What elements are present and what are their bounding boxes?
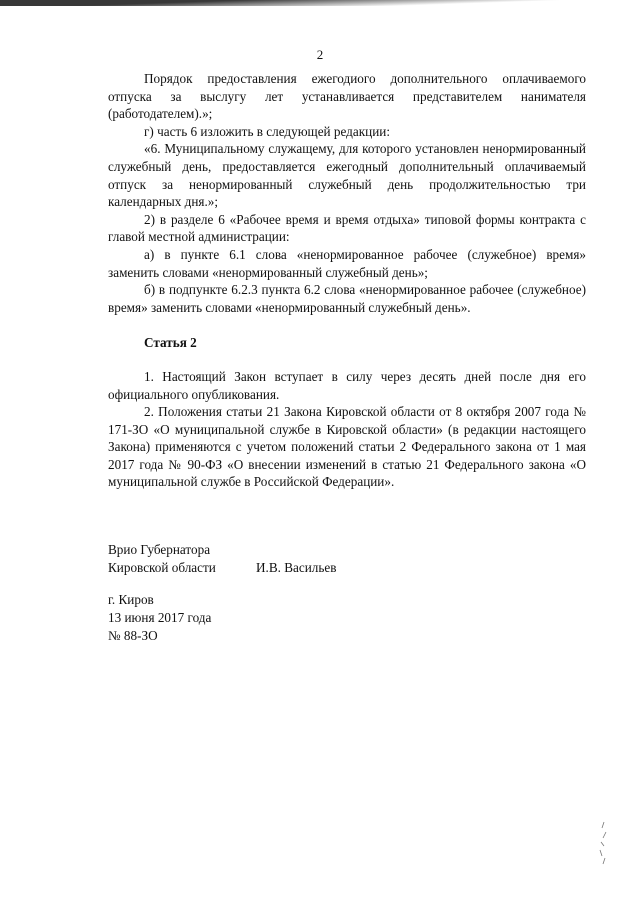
place-date-block [108, 591, 211, 645]
signature-block [108, 541, 468, 577]
city: г. Киров [108, 592, 154, 607]
signature-title-line2: Кировской области [108, 560, 216, 575]
paragraph: г) часть 6 изложить в следующей редакции: [144, 123, 390, 139]
article-heading: Статья 2 [144, 335, 197, 351]
scan-mark-icon [592, 820, 612, 870]
paragraph: Порядок предоставления ежегодиого дополнительного оплачиваемого отпуска за выслугу лет устанавливается представителем нанимателя (работодателем).»; [108, 71, 586, 122]
paragraph: 1. Настоящий Закон вступает в силу через десять дней после дня его официального опубликования. [108, 368, 586, 402]
paragraph: а) в пункте 6.1 слова «ненормированное рабочее (служебное) время» заменить словами «ненормированный служебный день»; [108, 246, 586, 280]
paragraph: «6. Муниципальному служащему, для которого установлен ненормированный служебный день, предоставляется ежегодный дополнительный оплачиваемый отпуск за ненормированный служебный день продолжительностью три календарных дня.»; [108, 141, 586, 210]
signatory-name: И.В. Васильев [256, 560, 337, 575]
paragraph: б) в подпункте 6.2.3 пункта 6.2 слова «ненормированное рабочее (служебное) время» заменить словами «ненормированный служебный день». [108, 282, 586, 315]
document-body [108, 70, 586, 491]
date: 13 июня 2017 года [108, 610, 212, 625]
paragraph: 2. Положения статьи 21 Закона Кировской области от 8 октября 2007 года № 171-ЗО «О муниципальной службе в Кировской области» (в редакции настоящего Закона) применяются с учетом положений статьи 2 Федерального закона от 1 мая 2017 года № 90-ФЗ «О внесении изменений в статью 21 Федерального закона «О муниципальной службе в Российской Федерации». [108, 404, 586, 490]
law-number: № 88-ЗО [108, 628, 158, 643]
signature-title-line1: Врио Губернатора [108, 542, 211, 557]
page-number: 2 [316, 47, 324, 62]
paragraph: 2) в разделе 6 «Рабочее время и время отдыха» типовой формы контракта с главой местной администрации: [108, 211, 586, 245]
